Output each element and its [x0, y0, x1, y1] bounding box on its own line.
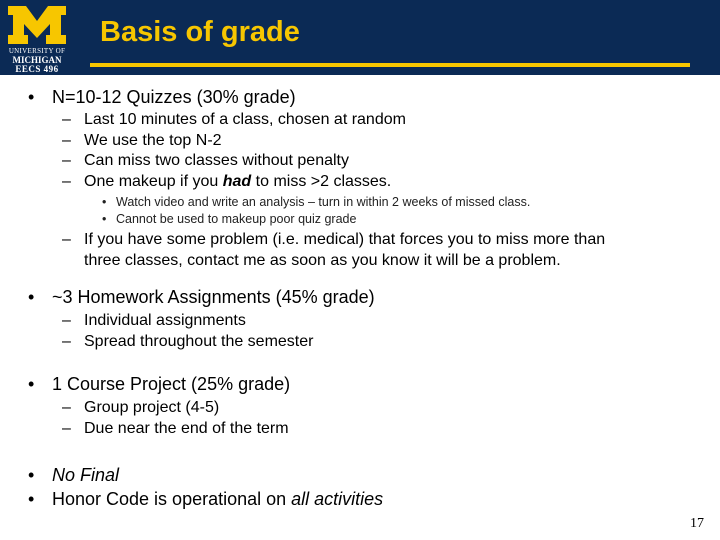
sub-bullet-makeup	[0, 172, 720, 193]
makeup-text-pre: One makeup if you	[84, 172, 223, 190]
slide-title: Basis of grade	[100, 16, 300, 48]
sub-sub-bullet	[0, 211, 720, 228]
sub-bullet-text: Can miss two classes without penalty	[84, 152, 349, 169]
dash-mark: –	[62, 419, 71, 437]
sub-bullet	[0, 311, 720, 332]
sub-bullet-text: Last 10 minutes of a class, chosen at random	[84, 111, 406, 128]
sub-bullet	[0, 131, 720, 152]
title-underline	[90, 63, 690, 67]
bullet-mark: •	[28, 374, 35, 394]
page-number: 17	[690, 516, 704, 531]
bullet-quizzes	[0, 85, 720, 109]
bullet-mark: •	[28, 465, 35, 485]
honor-text-emphasis: all activities	[291, 489, 384, 509]
sub-bullet-text: Due near the end of the term	[84, 419, 289, 437]
dash-mark: –	[62, 231, 71, 248]
sub-sub-bullet-text: Cannot be used to makeup poor quiz grade	[116, 212, 357, 226]
dash-mark: –	[62, 312, 71, 329]
sub-bullet	[0, 419, 720, 440]
logo-course-code: EECS 496	[15, 64, 59, 74]
bullet-homework	[0, 285, 720, 309]
sub-bullet-text: Spread throughout the semester	[84, 332, 314, 350]
sub-bullet-problem-cont	[0, 251, 720, 272]
dash-mark: –	[62, 111, 71, 128]
sub-bullet-text: If you have some problem (i.e. medical) that forces you to miss more than	[84, 231, 606, 248]
bullet-text: ~3 Homework Assignments (45% grade)	[52, 287, 375, 307]
bullet-mark: •	[28, 489, 35, 509]
makeup-text-post: to miss >2 classes.	[251, 172, 392, 190]
dash-mark: –	[62, 131, 71, 149]
bullet-mark: •	[28, 287, 35, 307]
sub-bullet-text: We use the top N-2	[84, 131, 222, 149]
sub-bullet-text: three classes, contact me as soon as you know it will be a problem.	[84, 251, 561, 269]
sub-bullet	[0, 332, 720, 353]
bullet-mark: •	[28, 87, 35, 107]
bullet-mark: •	[102, 195, 107, 209]
sub-sub-bullet	[0, 194, 720, 211]
block-m-logo-icon	[6, 4, 68, 46]
bullet-text: 1 Course Project (25% grade)	[52, 374, 291, 394]
logo-university-of: UNIVERSITY OF	[8, 47, 66, 55]
bullet-text	[52, 487, 383, 511]
logo-michigan: MICHIGAN	[12, 55, 62, 65]
slide-body	[0, 85, 720, 511]
dash-mark: –	[62, 332, 71, 350]
bullet-honor-code	[0, 487, 720, 511]
dash-mark: –	[62, 399, 71, 416]
makeup-text-emphasis: had	[222, 172, 252, 190]
dash-mark: –	[62, 172, 71, 190]
honor-text-pre: Honor Code is operational on	[52, 489, 292, 509]
bullet-project	[0, 372, 720, 396]
sub-bullet	[0, 110, 720, 131]
university-logo	[6, 4, 68, 74]
dash-mark: –	[62, 152, 71, 169]
bullet-text: N=10-12 Quizzes (30% grade)	[52, 87, 296, 107]
sub-bullet-text: Individual assignments	[84, 312, 246, 329]
sub-sub-bullet-text: Watch video and write an analysis – turn in within 2 weeks of missed class.	[116, 195, 531, 209]
slide-header	[0, 0, 720, 75]
bullet-no-final	[0, 463, 720, 487]
sub-bullet-text: Group project (4-5)	[84, 399, 220, 416]
bullet-mark: •	[102, 212, 107, 226]
sub-bullet	[0, 398, 720, 419]
bullet-text: No Final	[52, 465, 120, 485]
sub-bullet-problem	[0, 230, 720, 251]
sub-bullet-text	[84, 172, 391, 193]
sub-bullet	[0, 151, 720, 172]
